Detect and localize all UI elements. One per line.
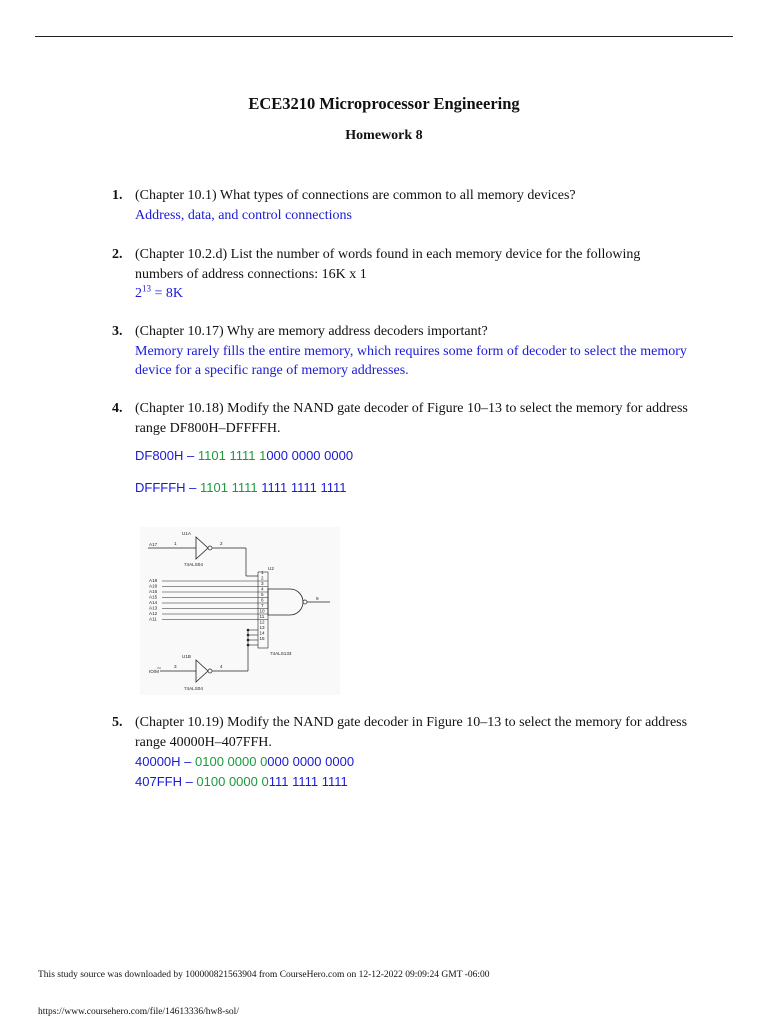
- address-binary-end: DFFFFH – 1101 1111 1111 1111 1111: [135, 479, 347, 495]
- u2-pin: 12: [259, 619, 265, 625]
- address-label: A15: [149, 594, 158, 600]
- u2-pin: 14: [259, 630, 265, 636]
- question-5: [112, 713, 692, 791]
- address-binary-end: 407FFH – 0100 0000 0111 1111 1111: [135, 773, 348, 789]
- u2-part: 74ALS133: [270, 651, 292, 656]
- u1b-part: 74ALS04: [184, 686, 203, 691]
- u1a-label: U1A: [182, 531, 191, 536]
- address-label: A16: [149, 589, 158, 594]
- u1a-in-pin: 1: [174, 541, 177, 546]
- answer-exponent: 13: [142, 283, 151, 294]
- circuit-background: [140, 527, 340, 695]
- address-label: A18: [149, 578, 158, 583]
- question-number: 1.: [112, 188, 123, 203]
- address-label: A11: [149, 616, 157, 622]
- address-binary-start: 40000H – 0100 0000 0000 0000 0000: [135, 754, 355, 769]
- address-label: A14: [149, 600, 158, 605]
- u2-pin: 10: [259, 608, 265, 614]
- u2-pin: 13: [259, 625, 265, 630]
- answer-rest: = 8K: [151, 286, 184, 301]
- question-text: (Chapter 10.1) What types of connections are common to all memory devices?: [135, 188, 576, 203]
- u1b-label: U1B: [182, 654, 191, 659]
- question-1: [112, 186, 692, 225]
- question-2: [112, 245, 692, 304]
- u1b-out-pin: 4: [220, 664, 223, 669]
- top-rule: [35, 36, 733, 37]
- address-label: A13: [149, 605, 158, 611]
- u1b-in-pin: 3: [174, 664, 177, 669]
- iom-label: IO/M: [149, 669, 159, 674]
- source-url[interactable]: https://www.coursehero.com/file/14613336/hw8-sol/: [38, 1007, 239, 1017]
- address-label: A12: [149, 611, 158, 616]
- question-text: (Chapter 10.2.d) List the number of words found in each memory device for the following numbers of address connections: 16K x 1: [135, 247, 641, 282]
- question-text: (Chapter 10.18) Modify the NAND gate decoder of Figure 10–13 to select the memory for address range DF800H–DFFFFH.: [135, 401, 688, 436]
- address-binary-start: DF800H – 1101 1111 1000 0000 0000: [135, 448, 354, 463]
- question-3: [112, 322, 692, 381]
- answer-text: Memory rarely fills the entire memory, which requires some form of decoder to select the memory device for a specific range of memory addresses.: [135, 343, 687, 378]
- question-number: 3.: [112, 324, 123, 339]
- a17-label: A17: [149, 542, 158, 547]
- page-title: ECE3210 Microprocessor Engineering: [248, 94, 520, 113]
- u2-pin: 7: [261, 603, 264, 608]
- u2-label: U2: [268, 566, 274, 571]
- nand-decoder-circuit: [140, 527, 340, 695]
- question-number: 2.: [112, 247, 123, 262]
- u2-pin: 3: [261, 581, 264, 586]
- question-text: (Chapter 10.17) Why are memory address decoders important?: [135, 324, 488, 339]
- question-4: [112, 399, 692, 497]
- page-subtitle: Homework 8: [345, 128, 423, 143]
- nand-out-pin: 9: [316, 596, 319, 601]
- answer-text: Address, data, and control connections: [135, 207, 352, 223]
- u2-pin: 4: [261, 586, 264, 592]
- u2-pin: 15: [259, 636, 265, 641]
- download-notice: This study source was downloaded by 100000821563904 from CourseHero.com on 12-12-2022 09:09:24 GMT -06:00: [38, 970, 490, 980]
- u2-pin: 11: [259, 614, 265, 619]
- u2-pin: 1: [261, 570, 264, 575]
- answer-text: [135, 284, 692, 304]
- question-number: 4.: [112, 401, 123, 416]
- u2-pin: 6: [261, 597, 264, 603]
- address-label: A19: [149, 583, 158, 589]
- answer-base: 2: [135, 286, 142, 301]
- u1a-out-pin: 2: [220, 541, 223, 546]
- u1a-part: 74ALS04: [184, 562, 203, 567]
- u2-pin: 2: [261, 575, 264, 581]
- question-text: (Chapter 10.19) Modify the NAND gate decoder in Figure 10–13 to select the memory for address range 40000H–407FFH.: [135, 715, 688, 750]
- question-number: 5.: [112, 715, 123, 730]
- u2-pin: 5: [261, 592, 264, 597]
